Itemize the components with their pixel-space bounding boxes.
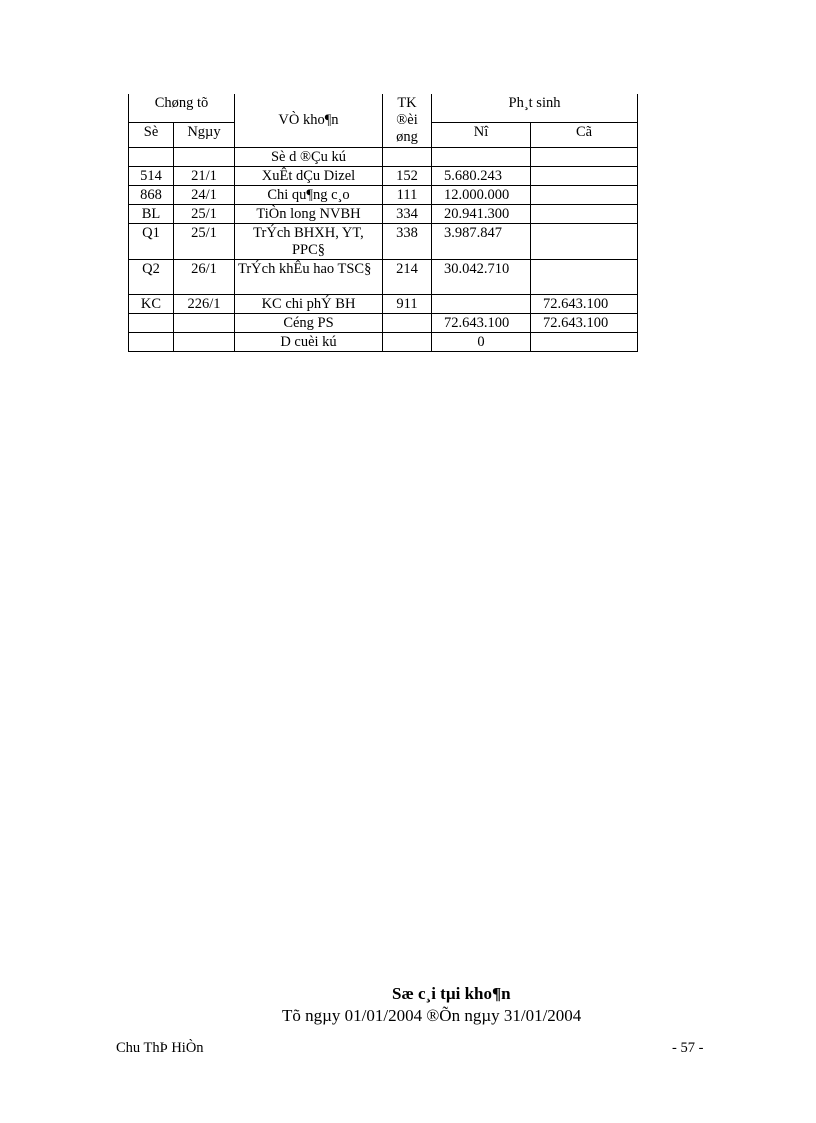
table-row: [129, 185, 638, 204]
cell-tk: 338: [383, 223, 432, 259]
header-co: Cã: [531, 122, 638, 147]
cell-dien-giai: TrÝch BHXH, YT, PPC§: [235, 223, 383, 259]
cell-tk: [383, 147, 432, 166]
table-row: [129, 332, 638, 351]
table-row: [129, 147, 638, 166]
footer-page-number: - 57 -: [672, 1040, 704, 1056]
cell-so: Q2: [129, 259, 174, 294]
cell-dien-giai: Chi qu¶ng c¸o: [235, 185, 383, 204]
ledger-table: [128, 94, 638, 352]
cell-ngay: [174, 147, 235, 166]
header-phat-sinh: Ph¸t sinh: [432, 94, 638, 122]
header-chung-tu: Chøng tõ: [129, 94, 235, 122]
cell-so: KC: [129, 294, 174, 313]
cell-tk: 334: [383, 204, 432, 223]
cell-co: [531, 332, 638, 351]
cell-so: [129, 332, 174, 351]
cell-ngay: 226/1: [174, 294, 235, 313]
cell-ngay: 21/1: [174, 166, 235, 185]
cell-ngay: 24/1: [174, 185, 235, 204]
cell-so: 514: [129, 166, 174, 185]
cell-co: [531, 147, 638, 166]
cell-dien-giai: TrÝch khÊu hao TSC§: [235, 259, 383, 294]
header-no: Nî: [432, 122, 531, 147]
cell-no: [432, 294, 531, 313]
cell-tk: [383, 313, 432, 332]
cell-no: 12.000.000: [432, 185, 531, 204]
cell-tk: 214: [383, 259, 432, 294]
cell-co: [531, 259, 638, 294]
cell-tk: [383, 332, 432, 351]
cell-co: [531, 166, 638, 185]
table-row: [129, 313, 638, 332]
cell-dien-giai: XuÊt dÇu Dizel: [235, 166, 383, 185]
cell-so: [129, 147, 174, 166]
cell-dien-giai: TiÒn long NVBH: [235, 204, 383, 223]
header-tk-doi-ung: TK ®èi øng: [383, 94, 432, 147]
cell-dien-giai: D cuèi kú: [235, 332, 383, 351]
header-row-1: [129, 94, 638, 122]
cell-ngay: 25/1: [174, 223, 235, 259]
cell-no: 20.941.300: [432, 204, 531, 223]
cell-ngay: [174, 313, 235, 332]
cell-so: [129, 313, 174, 332]
page-title: Sæ c¸i tµi kho¶n: [392, 984, 511, 1003]
cell-co: [531, 204, 638, 223]
cell-co: 72.643.100: [531, 313, 638, 332]
table-row: [129, 259, 638, 294]
cell-dien-giai: KC chi phÝ BH: [235, 294, 383, 313]
cell-no: 3.987.847: [432, 223, 531, 259]
header-dien-giai: VÒ kho¶n: [235, 94, 383, 147]
cell-ngay: 26/1: [174, 259, 235, 294]
cell-no: 30.042.710: [432, 259, 531, 294]
cell-dien-giai: Sè d ®Çu kú: [235, 147, 383, 166]
table-row: [129, 294, 638, 313]
footer-author: Chu ThÞ HiÒn: [116, 1040, 204, 1056]
header-so: Sè: [129, 122, 174, 147]
cell-no: 72.643.100: [432, 313, 531, 332]
cell-ngay: [174, 332, 235, 351]
cell-tk: 911: [383, 294, 432, 313]
cell-tk: 152: [383, 166, 432, 185]
cell-dien-giai: Céng PS: [235, 313, 383, 332]
cell-so: Q1: [129, 223, 174, 259]
page-subtitle: Tõ ngµy 01/01/2004 ®Õn ngµy 31/01/2004: [282, 1006, 582, 1025]
cell-co: 72.643.100: [531, 294, 638, 313]
cell-ngay: 25/1: [174, 204, 235, 223]
cell-so: BL: [129, 204, 174, 223]
cell-no: 5.680.243: [432, 166, 531, 185]
cell-so: 868: [129, 185, 174, 204]
table-row: [129, 166, 638, 185]
cell-co: [531, 223, 638, 259]
table-row: [129, 223, 638, 259]
cell-tk: 111: [383, 185, 432, 204]
cell-co: [531, 185, 638, 204]
cell-no: [432, 147, 531, 166]
cell-no: 0: [432, 332, 531, 351]
header-ngay: Ngµy: [174, 122, 235, 147]
table-row: [129, 204, 638, 223]
